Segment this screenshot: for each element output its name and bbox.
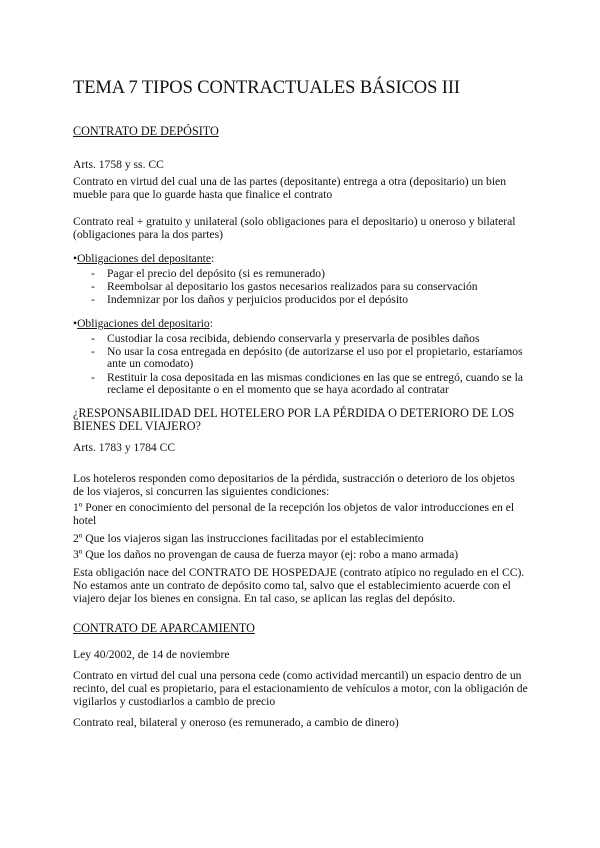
list-item-text: Pagar el precio del depósito (si es remunerado) [107,267,325,280]
depositario-heading-text: Obligaciones del depositario [77,317,210,330]
depositario-heading [73,317,528,330]
list-item: - Restituir la cosa depositada en las mismas condiciones en las que se entregó, cuando se la reclame el depositante o en el momento que se haya acordado al contratar [91,371,523,397]
list-item-text: Reembolsar al depositario los gastos necesarios realizados para su conservación [107,280,478,293]
bullet: • [73,317,78,330]
bullet: • [73,252,78,265]
hotelero-arts: Arts. 1783 y 1784 CC [73,441,176,454]
section-heading-aparcamiento: CONTRATO DE APARCAMIENTO [73,621,255,635]
hotelero-question: ¿RESPONSABILIDAD DEL HOTELERO POR LA PÉRDIDA O DETERIORO DE LOS BIENES DEL VIAJERO? [73,406,515,433]
hotelero-note: Esta obligación nace del CONTRATO DE HOSPEDAJE (contrato atípico no regulado en el CC). No estamos ante un contrato de depósito como tal, salvo que el establecimiento acuerde con el viajero dejar los bienes en consigna. En tal caso, se aplican las reglas del depósito. [73,566,525,606]
list-item: - Indemnizar por los daños y perjuicios producidos por el depósito [91,293,409,306]
colon: : [209,317,213,330]
aparcamiento-definition: Contrato en virtud del cual una persona cede (como actividad mercantil) un espacio dentro de un recinto, del cual es propietario, para el estacionamiento de vehículos a motor, con la obligación de vigilarlos y custodiarlos a cambio de precio [73,669,528,709]
colon: : [211,252,215,265]
list-item: - Pagar el precio del depósito (si es remunerado) [91,267,325,280]
list-item-text: Indemnizar por los daños y perjuicios producidos por el depósito [107,293,409,306]
list-item: - Reembolsar al depositario los gastos necesarios realizados para su conservación [91,280,478,293]
hotelero-condition-1: 1º Poner en conocimiento del personal de la recepción los objetos de valor introducciones en el hotel [73,501,515,528]
deposito-nature: Contrato real + gratuito y unilateral (solo obligaciones para el depositario) u oneroso y bilateral (obligaciones para la dos partes) [73,215,516,242]
hotelero-condition-2: 2º Que los viajeros sigan las instrucciones facilitadas por el establecimiento [73,532,424,545]
deposito-arts: Arts. 1758 y ss. CC [73,158,164,171]
section-heading-deposito: CONTRATO DE DEPÓSITO [73,124,219,138]
list-item-text: Restituir la cosa depositada en las mismas condiciones en las que se entregó, cuando se la reclame el depositante o en el momento que se haya acordado al contratar [107,371,523,397]
aparcamiento-nature: Contrato real, bilateral y oneroso (es remunerado, a cambio de dinero) [73,716,399,729]
list-item: - No usar la cosa entregada en depósito (de autorizarse el uso por el propietario, estaríamos ante un comodato) [91,345,523,371]
list-item: - Custodiar la cosa recibida, debiendo conservarla y preservarla de posibles daños [91,332,480,345]
deposito-definition: Contrato en virtud del cual una de las partes (depositante) entrega a otra (depositario) un bien mueble para que lo guarde hasta que finalice el contrato [73,175,506,202]
document-title: TEMA 7 TIPOS CONTRACTUALES BÁSICOS III [73,78,460,98]
hotelero-intro: Los hoteleros responden como depositarios de la pérdida, sustracción o deterioro de los objetos de los viajeros, si concurren las siguientes condiciones: [73,472,515,499]
list-item-text: Custodiar la cosa recibida, debiendo conservarla y preservarla de posibles daños [107,332,480,345]
depositante-heading [73,252,528,265]
hotelero-condition-3: 3º Que los daños no provengan de causa de fuerza mayor (ej: robo a mano armada) [73,548,459,561]
depositante-heading-text: Obligaciones del depositante [77,252,211,265]
aparcamiento-law: Ley 40/2002, de 14 de noviembre [73,648,230,661]
list-item-text: No usar la cosa entregada en depósito (de autorizarse el uso por el propietario, estaríamos ante un comodato) [107,345,523,371]
